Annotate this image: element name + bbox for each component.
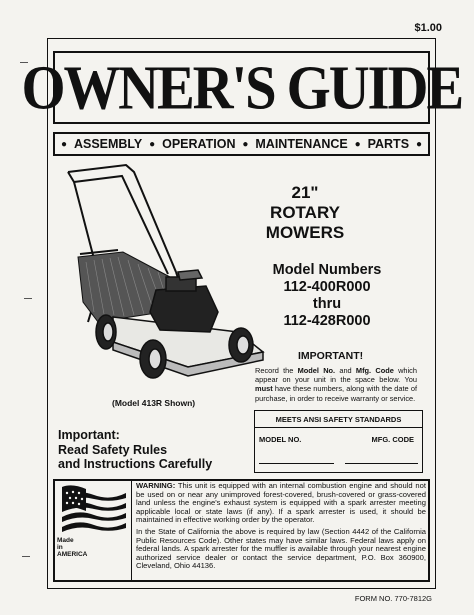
bullet-icon: ●	[149, 138, 156, 150]
made-in-america	[57, 537, 87, 558]
safety-line-1: Important:	[58, 428, 120, 442]
product-line-2: MOWERS	[265, 223, 345, 242]
model-no-label: MODEL NO.	[259, 435, 302, 444]
important-heading: IMPORTANT!	[298, 350, 364, 362]
illustration-caption: (Model 413R Shown)	[112, 398, 196, 408]
section-maintenance: MAINTENANCE	[255, 137, 348, 151]
bullet-icon: ●	[61, 138, 68, 150]
important-text-part: which appear on your unit in the space below. You	[255, 366, 417, 385]
section-parts: PARTS	[367, 137, 410, 151]
model-first: 112-400R000	[283, 279, 371, 295]
price-label: $1.00	[414, 22, 442, 34]
safety-line-2: Read Safety Rules	[58, 442, 168, 457]
scan-mark	[24, 298, 32, 299]
model-thru: thru	[312, 296, 342, 312]
important-text-emphasis: Model No.	[297, 366, 336, 375]
lawn-mower-illustration	[58, 162, 273, 397]
model-heading: Model Numbers	[272, 262, 382, 278]
bullet-icon: ●	[242, 138, 249, 150]
important-text-part: Record the	[255, 366, 298, 375]
mfg-code-label: MFG. CODE	[371, 435, 414, 444]
important-text-emphasis: must	[255, 384, 273, 394]
model-no-blank	[259, 463, 334, 464]
warning-text	[136, 482, 426, 574]
warning-label: WARNING:	[136, 481, 176, 490]
made-in-line: Made	[57, 537, 74, 544]
bullet-icon: ●	[354, 138, 361, 150]
ansi-heading: MEETS ANSI SAFETY STANDARDS	[255, 413, 422, 428]
warning-body-1: This unit is equipped with an internal combustion engine and should not be used on or near any unimproved forest-covered, brush-covered or grass-covered land unless the engine's exhaust system is equipped with a spark arrester meeting applicable local or state laws (if any). If a spark arrester is used, it should be maintained in effective working order by the operator.	[136, 481, 426, 525]
mfg-code-blank	[345, 463, 418, 464]
product-description	[250, 183, 360, 243]
warning-paragraph-1	[136, 482, 426, 525]
title-banner	[21, 51, 462, 124]
safety-notice	[58, 428, 212, 472]
mower-size: 21"	[291, 183, 319, 202]
important-text-part: and	[335, 366, 356, 375]
model-numbers	[262, 262, 392, 330]
section-bar	[53, 132, 430, 156]
made-in-line: AMERICA	[57, 551, 88, 558]
form-number: FORM NO. 770-7812G	[354, 594, 432, 603]
american-flag-icon	[58, 485, 128, 535]
warning-paragraph-2: In the State of California the above is required by law (Section 4442 of the California Public Resources Code). Other states may have similar laws. Federal laws apply on federal lands. A spark arrester for the muffler is available through your nearest engine authorized service dealer or contact the service department, P.O. Box 360900, Cleveland, Ohio 44136.	[136, 526, 426, 571]
document-title: OWNER'S GUIDE	[21, 53, 462, 123]
bullet-icon: ●	[415, 138, 422, 150]
section-assembly: ASSEMBLY	[73, 137, 143, 151]
model-last: 112-428R000	[283, 313, 371, 329]
section-operation: OPERATION	[162, 137, 236, 151]
made-in-line: in	[57, 544, 63, 551]
important-text-emphasis: Mfg. Code	[355, 366, 394, 375]
safety-line-3: and Instructions Carefully	[58, 457, 213, 471]
important-text-part: have these numbers, along with the date of purchase, in order to receive warranty or service.	[255, 384, 417, 403]
product-line-1: ROTARY	[270, 203, 340, 222]
important-text	[255, 366, 417, 403]
warning-divider	[131, 479, 132, 582]
scan-mark	[22, 556, 30, 557]
ansi-standards-box	[254, 410, 423, 473]
